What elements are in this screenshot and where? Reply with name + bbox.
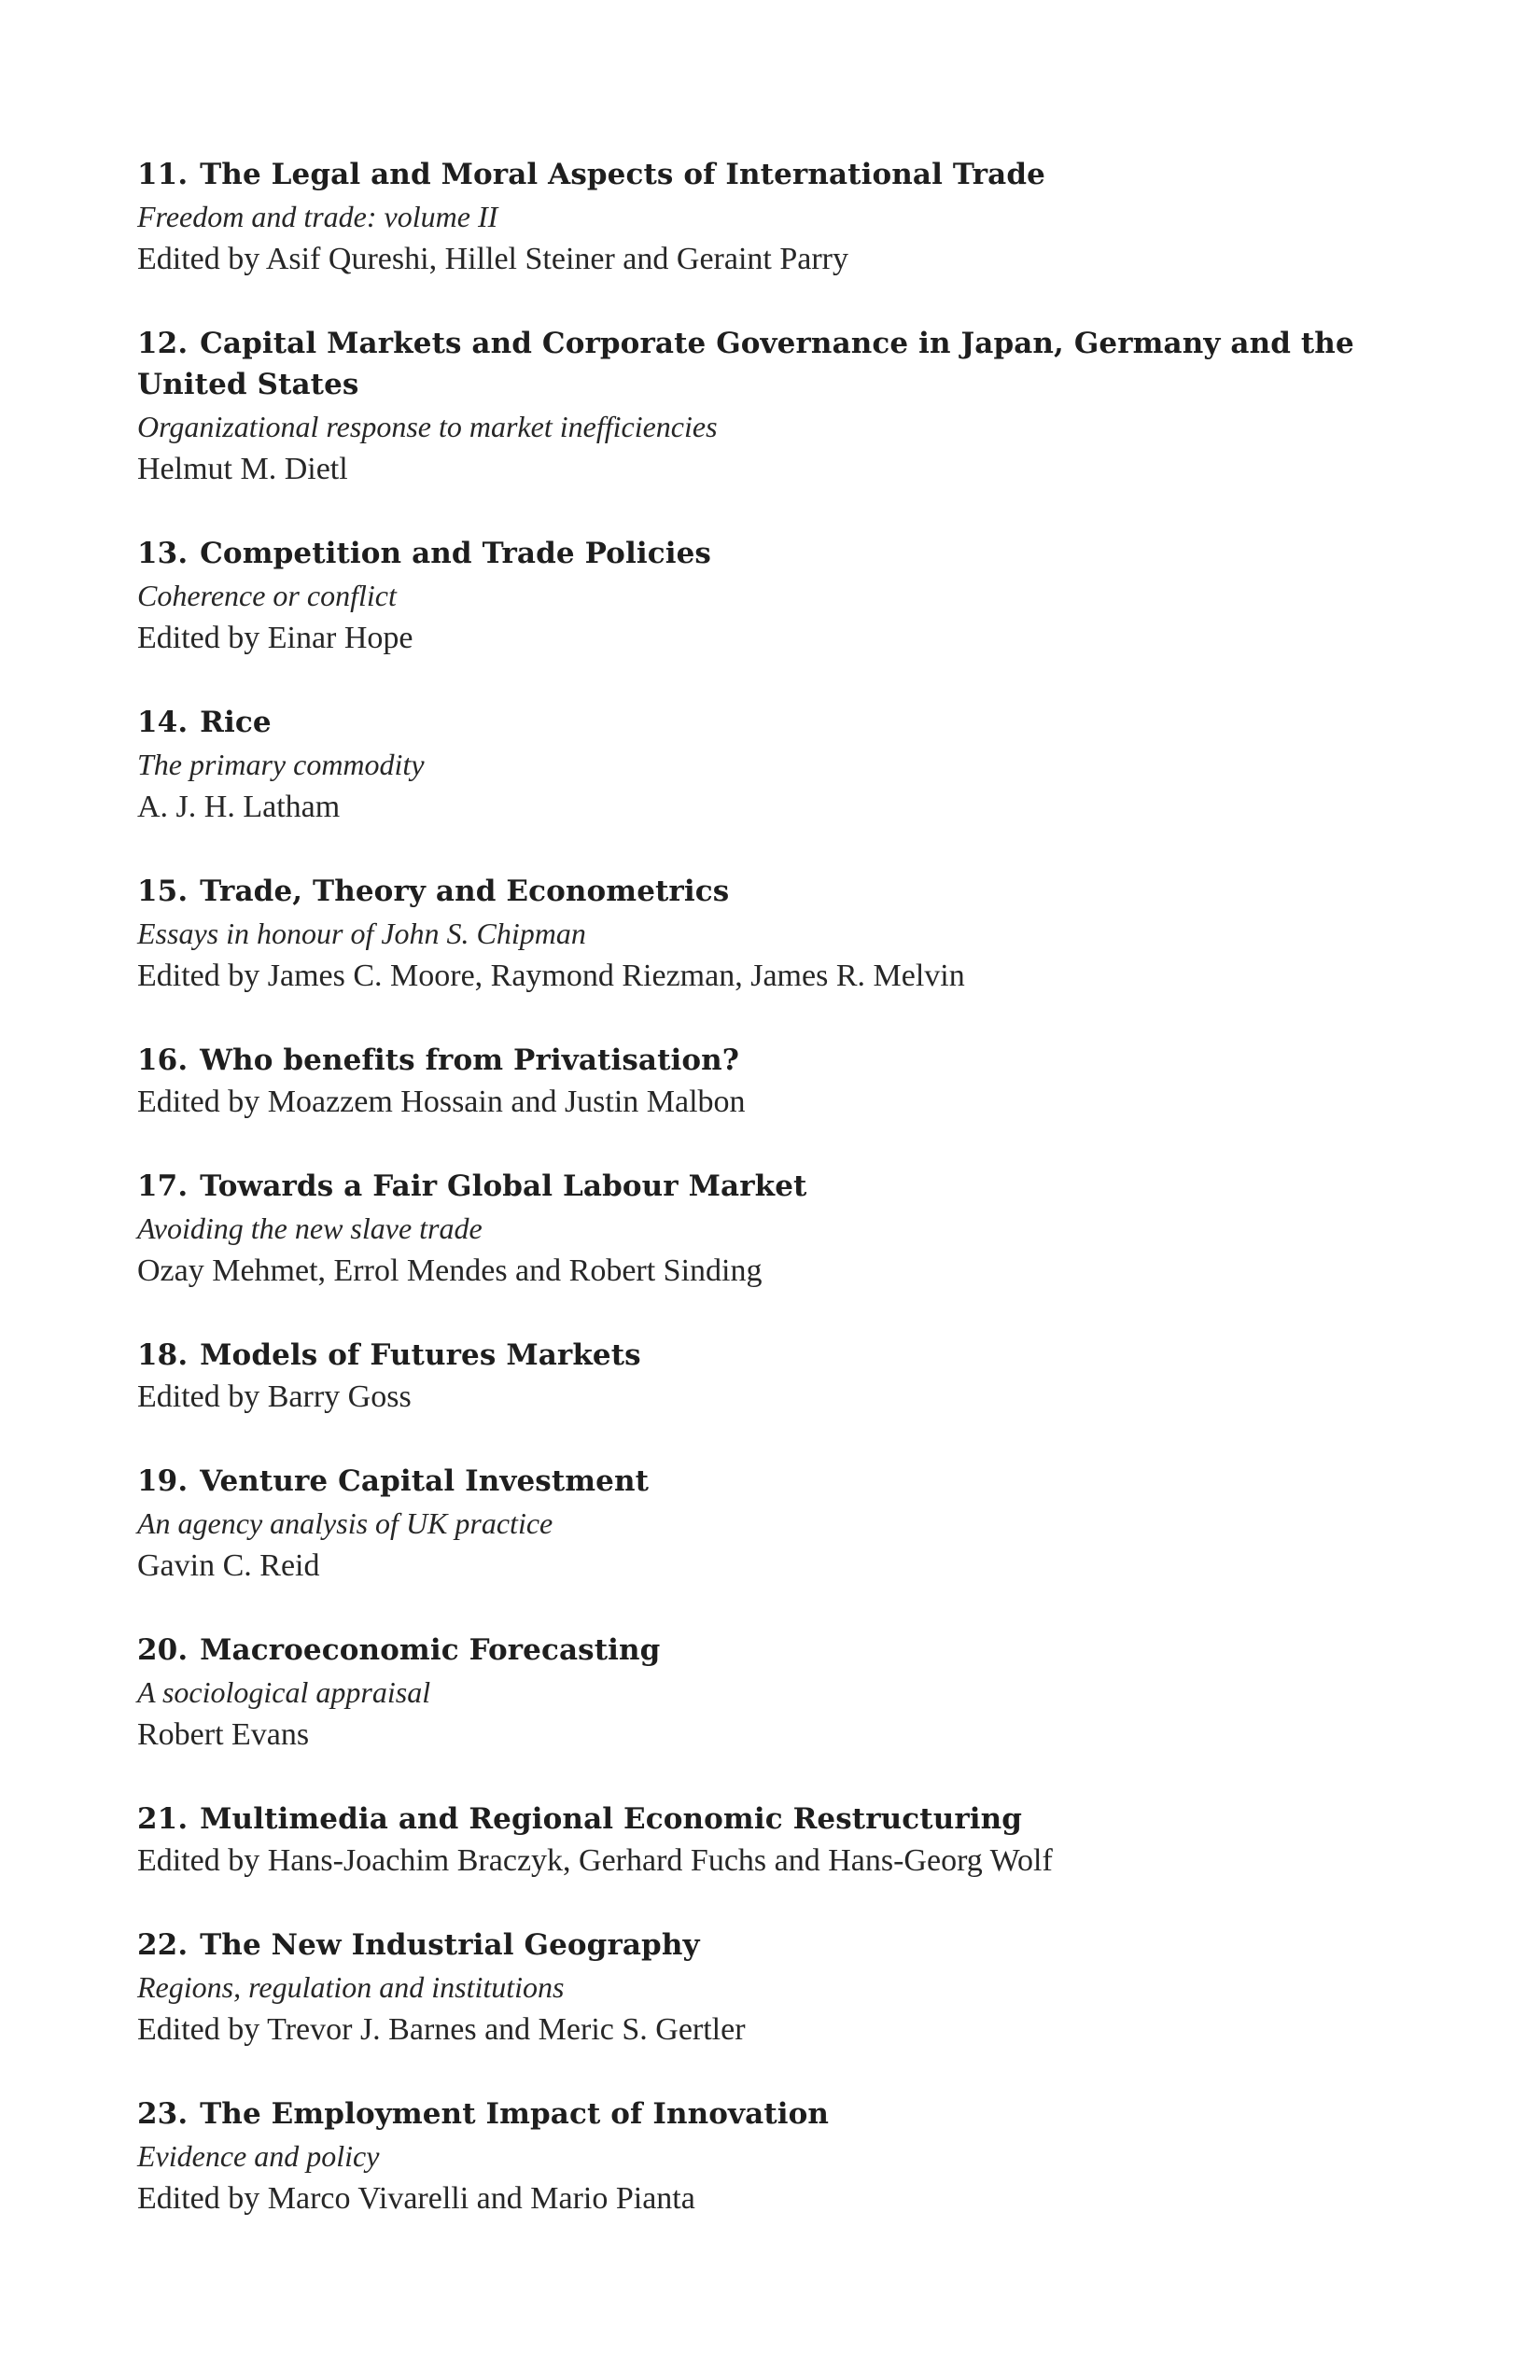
- entry-title: [137, 702, 1444, 743]
- entry-author: Helmut M. Dietl: [137, 452, 348, 486]
- entry-subtitle: An agency analysis of UK practice: [137, 1506, 553, 1540]
- series-entry-19: [137, 1461, 1444, 1588]
- entry-title-text: Trade, Theory and Econometrics: [200, 875, 730, 908]
- entry-title-text: Venture Capital Investment: [200, 1464, 650, 1498]
- series-entry-22: [137, 1925, 1444, 2051]
- entry-subtitle: Freedom and trade: volume II: [137, 200, 498, 233]
- entry-title-text: Who benefits from Privatisation?: [200, 1043, 740, 1077]
- entry-subtitle: Evidence and policy: [137, 2139, 380, 2173]
- entry-author: Edited by Einar Hope: [137, 621, 413, 655]
- entry-title: [137, 154, 1444, 195]
- series-entry-21: [137, 1799, 1444, 1883]
- series-entry-13: [137, 533, 1444, 660]
- entry-number: 11.: [137, 158, 189, 191]
- entry-author: Edited by Trevor J. Barnes and Meric S. Gertler: [137, 2012, 746, 2047]
- entry-author: Edited by James C. Moore, Raymond Riezman, James R. Melvin: [137, 959, 965, 993]
- entry-number: 13.: [137, 537, 189, 570]
- entry-number: 17.: [137, 1169, 189, 1203]
- entry-title-text: The Legal and Moral Aspects of International Trade: [200, 158, 1045, 191]
- entry-title-text: Multimedia and Regional Economic Restructuring: [200, 1802, 1023, 1836]
- entry-subtitle: A sociological appraisal: [137, 1675, 431, 1709]
- entry-subtitle: The primary commodity: [137, 748, 425, 781]
- entry-title-text: The New Industrial Geography: [200, 1928, 700, 1962]
- entry-title-text: Models of Futures Markets: [200, 1338, 641, 1372]
- series-entry-23: [137, 2093, 1444, 2220]
- entry-title: [137, 1925, 1444, 1966]
- entry-author: Edited by Asif Qureshi, Hillel Steiner and Geraint Parry: [137, 242, 848, 276]
- series-entry-11: [137, 154, 1444, 281]
- entry-title: [137, 1166, 1444, 1207]
- entry-title: [137, 323, 1444, 405]
- entry-subtitle: Coherence or conflict: [137, 579, 397, 612]
- entry-number: 23.: [137, 2097, 189, 2131]
- entry-title-text: Capital Markets and Corporate Governance in Japan, Germany and the United States: [137, 327, 1354, 401]
- entry-number: 16.: [137, 1043, 189, 1077]
- entry-number: 18.: [137, 1338, 189, 1372]
- series-entry-18: [137, 1335, 1444, 1419]
- entry-subtitle: Avoiding the new slave trade: [137, 1211, 483, 1245]
- series-entry-12: [137, 323, 1444, 491]
- entry-title: [137, 1799, 1444, 1840]
- entry-author: Robert Evans: [137, 1717, 310, 1752]
- series-entry-16: [137, 1040, 1444, 1124]
- entry-title: [137, 1040, 1444, 1081]
- entry-title-text: The Employment Impact of Innovation: [200, 2097, 830, 2131]
- entry-author: Edited by Hans-Joachim Braczyk, Gerhard Fuchs and Hans-Georg Wolf: [137, 1843, 1053, 1878]
- entry-author: Edited by Moazzem Hossain and Justin Malbon: [137, 1085, 746, 1119]
- entry-author: A. J. H. Latham: [137, 790, 341, 824]
- series-entry-20: [137, 1630, 1444, 1757]
- entry-title: [137, 1335, 1444, 1376]
- entry-author: Gavin C. Reid: [137, 1548, 320, 1583]
- entry-subtitle: Essays in honour of John S. Chipman: [137, 917, 586, 950]
- entry-author: Edited by Barry Goss: [137, 1379, 412, 1414]
- entry-number: 22.: [137, 1928, 189, 1962]
- series-entry-17: [137, 1166, 1444, 1293]
- entry-number: 19.: [137, 1464, 189, 1498]
- entry-title-text: Towards a Fair Global Labour Market: [200, 1169, 807, 1203]
- entry-author: Ozay Mehmet, Errol Mendes and Robert Sinding: [137, 1253, 763, 1288]
- entry-number: 14.: [137, 706, 189, 739]
- entry-number: 20.: [137, 1633, 189, 1667]
- entry-title-text: Competition and Trade Policies: [200, 537, 711, 570]
- entry-title: [137, 1461, 1444, 1502]
- entry-number: 15.: [137, 875, 189, 908]
- entry-title: [137, 871, 1444, 912]
- entry-title: [137, 2093, 1444, 2135]
- entry-number: 12.: [137, 327, 189, 360]
- entry-title-text: Rice: [200, 706, 272, 739]
- series-entry-15: [137, 871, 1444, 998]
- series-list: [137, 154, 1444, 2220]
- entry-title-text: Macroeconomic Forecasting: [200, 1633, 661, 1667]
- entry-number: 21.: [137, 1802, 189, 1836]
- entry-subtitle: Organizational response to market inefficiencies: [137, 410, 718, 443]
- series-entry-14: [137, 702, 1444, 829]
- entry-title: [137, 533, 1444, 574]
- entry-title: [137, 1630, 1444, 1671]
- entry-author: Edited by Marco Vivarelli and Mario Pianta: [137, 2181, 695, 2216]
- entry-subtitle: Regions, regulation and institutions: [137, 1970, 565, 2004]
